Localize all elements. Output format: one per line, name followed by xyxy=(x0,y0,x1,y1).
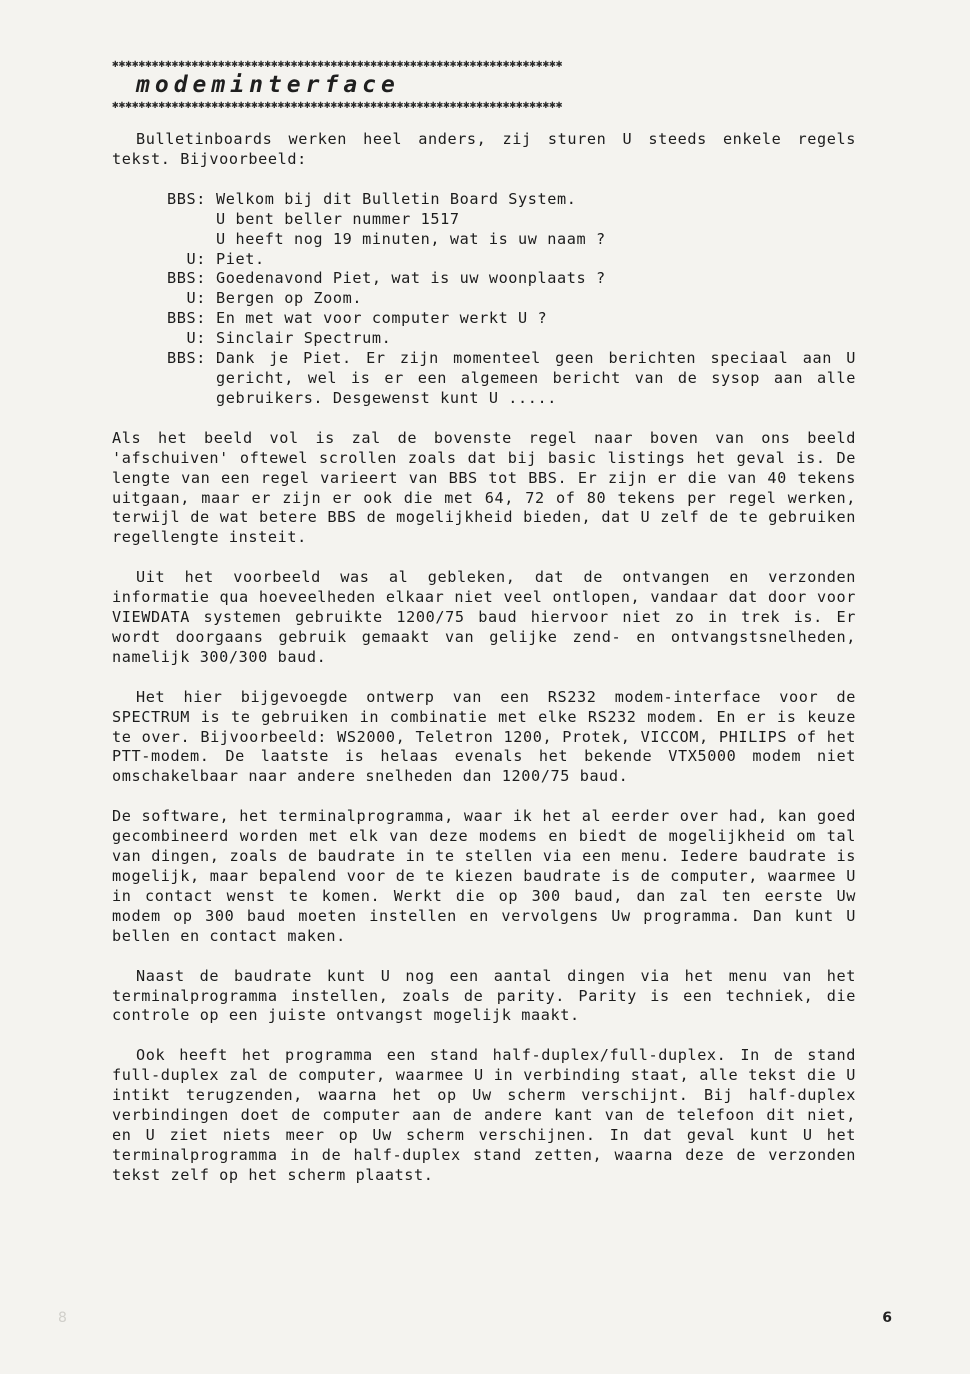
paragraph-rs232-interface-text: Het hier bijgevoegde ontwerp van een RS232 modem-interface voor de SPECTRUM is te gebruiken in combinatie met elke RS232 modem. En er is keuze te over. Bijvoorbeeld: WS2000, Teletron 1200, Protek, VICCOM, PHILIPS of het PTT-modem. De laatste is helaas evenals het bekende VTX5000 modem niet omschakelbaar naar andere snelheden dan 1200/75 baud. xyxy=(112,687,856,786)
dialog-message: En met wat voor computer werkt U ? xyxy=(216,309,548,328)
dialog-line xyxy=(112,250,856,270)
paragraph-parity xyxy=(112,967,856,1027)
dialog-message: Sinclair Spectrum. xyxy=(216,329,392,348)
dialog-line xyxy=(112,269,856,289)
article-body xyxy=(112,130,856,1206)
dialog-speaker: U: xyxy=(186,329,206,348)
dialog-speaker: BBS: xyxy=(167,189,206,208)
dialog-message: U heeft nog 19 minuten, wat is uw naam ? xyxy=(216,229,606,248)
paragraph-intro-text: Bulletinboards werken heel anders, zij sturen U steeds enkele regels tekst. Bijvoorbeeld: xyxy=(112,130,856,168)
header-decorative-band-bottom: ✱✱✱✱✱✱✱✱✱✱✱✱✱✱✱✱✱✱✱✱✱✱✱✱✱✱✱✱✱✱✱✱✱✱✱✱✱✱✱✱✱✱✱✱✱✱✱✱✱✱✱✱✱✱✱✱✱✱✱✱✱✱✱✱✱✱✱✱ xyxy=(112,99,563,111)
dialog-message: Bergen op Zoom. xyxy=(216,289,363,308)
paragraph-duplex-text: Ook heeft het programma een stand half-duplex/full-duplex. In de stand full-duplex zal de computer, waarmee U in verbinding staat, alle tekst die U intikt terugzenden, waarna het op Uw scherm verschijnt. Bij half-duplex verbindingen doet de computer aan de andere kant van de telefoon dit niet, en U ziet niets meer op Uw scherm verschijnen. In dat geval kunt U het terminalprogramma in de half-duplex stand zetten, waarna deze de verzonden tekst zelf op het scherm plaatst. xyxy=(112,1046,856,1184)
dialog-message: Goedenavond Piet, wat is uw woonplaats ? xyxy=(216,269,606,288)
dialog-line xyxy=(112,309,856,329)
dialog-message: U bent beller nummer 1517 xyxy=(216,209,460,228)
dialog-speaker xyxy=(112,230,206,250)
dialog-message: Dank je Piet. Er zijn momenteel geen berichten speciaal aan U gericht, wel is er een algemeen bericht van de sysop aan alle gebruikers. Desgewenst kunt U ..... xyxy=(216,349,856,407)
dialog-line xyxy=(112,230,856,250)
page-number: 6 xyxy=(882,1310,892,1326)
dialog-speaker: BBS: xyxy=(167,309,206,328)
dialog-speaker: U: xyxy=(186,289,206,308)
dialog-line xyxy=(112,210,856,230)
paragraph-rs232-interface xyxy=(112,688,856,788)
dialog-message: Piet. xyxy=(216,249,265,268)
paragraph-scrolling xyxy=(112,429,856,548)
paragraph-parity-text: Naast de baudrate kunt U nog een aantal dingen via het menu van het terminalprogramma instellen, zoals de parity. Parity is een techniek, die controle op een juiste ontvangst mogelijk maakt. xyxy=(112,966,856,1025)
paragraph-baudrates xyxy=(112,568,856,668)
dialog-line xyxy=(112,190,856,210)
bleed-through-page-number: 8 xyxy=(58,1310,67,1326)
paragraph-terminal-software xyxy=(112,807,856,946)
dialog-line xyxy=(112,289,856,309)
paragraph-duplex xyxy=(112,1046,856,1185)
paragraph-terminal-software-text: De software, het terminalprogramma, waar ik het al eerder over had, kan goed gecombineerd worden met elk van deze modems en biedt de mogelijkheid om tal van dingen, zoals de baudrate in te stellen via een menu. Iedere baudrate is mogelijk, maar bepalend voor de te kiezen baudrate is de computer, waarmee U in contact wenst te komen. Werkt die op 300 baud, dan zal ten eerste Uw modem op 300 baud moeten instellen en vervolgens Uw programma. Dan kunt U bellen en contact maken. xyxy=(112,807,856,945)
dialog-speaker: BBS: xyxy=(167,349,206,368)
header-decorative-band-top: ✱✱✱✱✱✱✱✱✱✱✱✱✱✱✱✱✱✱✱✱✱✱✱✱✱✱✱✱✱✱✱✱✱✱✱✱✱✱✱✱✱✱✱✱✱✱✱✱✱✱✱✱✱✱✱✱✱✱✱✱✱✱✱✱✱✱✱✱ xyxy=(112,58,563,70)
bbs-dialog xyxy=(112,190,856,409)
paragraph-intro xyxy=(112,130,856,170)
dialog-message: Welkom bij dit Bulletin Board System. xyxy=(216,189,577,208)
page-title: modeminterface xyxy=(136,72,400,98)
dialog-speaker: BBS: xyxy=(167,269,206,288)
dialog-speaker xyxy=(112,210,206,230)
paragraph-baudrates-text: Uit het voorbeeld was al gebleken, dat de ontvangen en verzonden informatie qua hoeveelheden elkaar niet veel ontlopen, vandaar dat door voor VIEWDATA systemen gebruikte 1200/75 baud hiervoor niet zo in trek is. Er wordt doorgaans gebruik gemaakt van gelijke zend- en ontvangstsnelheden, namelijk 300/300 baud. xyxy=(112,568,856,666)
dialog-line xyxy=(112,349,856,409)
dialog-line xyxy=(112,329,856,349)
paragraph-scrolling-text: Als het beeld vol is zal de bovenste regel naar boven van ons beeld 'afschuiven' oftewel scrollen zoals dat bij basic listings het geval is. De lengte van een regel varieert van BBS tot BBS. Er zijn er die van 40 tekens uitgaan, maar er zijn er ook die met 64, 72 of 80 tekens per regel werken, terwijl de wat betere BBS de mogelijkheid bieden, dat U zelf de te gebruiken regellengte insteit. xyxy=(112,428,856,547)
dialog-speaker: U: xyxy=(186,249,206,268)
